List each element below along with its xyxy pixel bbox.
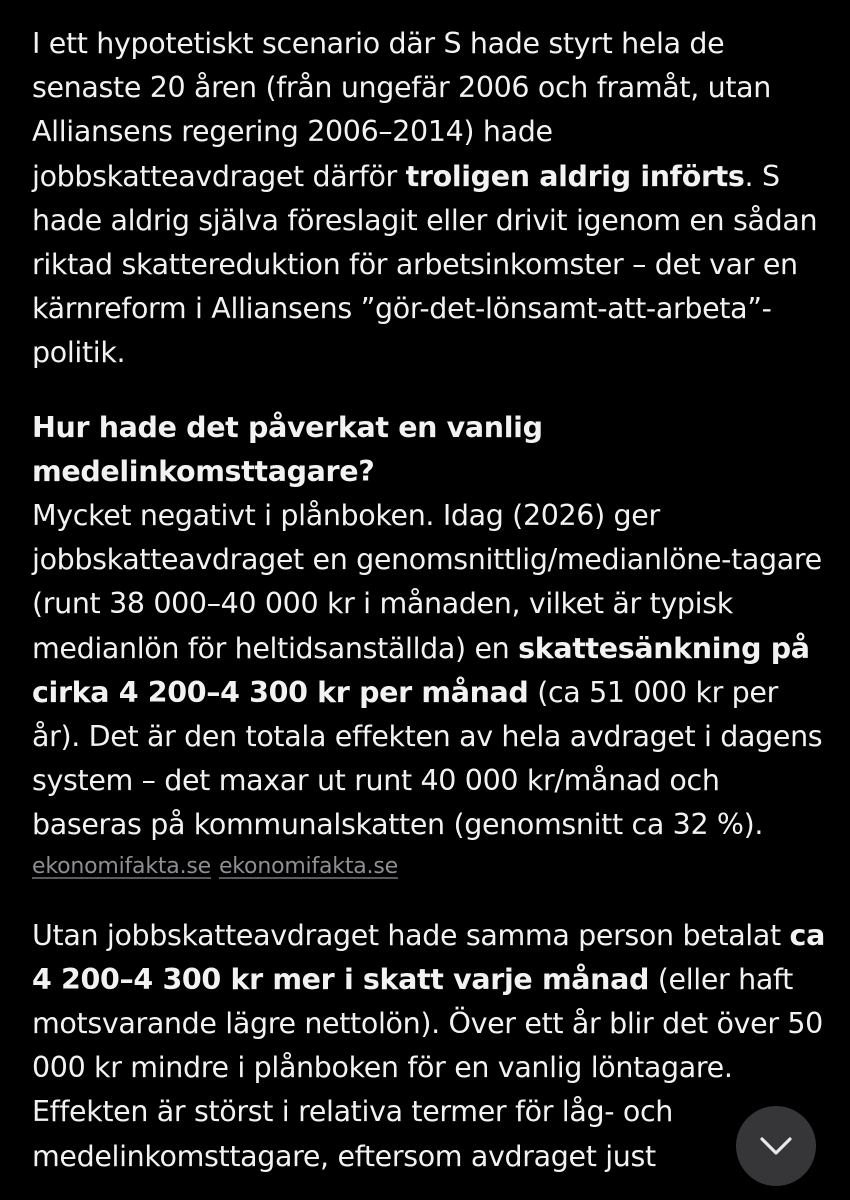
- bold-phrase: skattesänkning på cirka 4 200–4 300 kr per månad: [32, 631, 810, 709]
- section-heading: Hur hade det påverkat en vanlig medelinkomsttagare?: [32, 410, 543, 488]
- chevron-down-icon: [759, 1136, 793, 1156]
- paragraph-text: I ett hypotetiskt scenario där S hade styrt hela de senaste 20 åren (från ungefär 2006 och framåt, utan Alliansens regering 2006–2014) hade jobbskatteavdraget därför: [32, 27, 772, 193]
- paragraph-text: . S hade aldrig själva föreslagit eller drivit igenom en sådan riktad skattereduktion för arbetsinkomster – det var en kärnreform i Alliansens ”gör-det-lönsamt-att-arbeta”-politik.: [32, 159, 818, 370]
- paragraph-text: (ca 51 000 kr per år). Det är den totala effekten av hela avdraget i dagens system – det maxar ut runt 40 000 kr/månad och baseras på kommunalskatten (genomsnitt ca 32 %).: [32, 675, 823, 842]
- source-link[interactable]: ekonomifakta.se: [32, 853, 211, 879]
- paragraph-scenario: [32, 22, 832, 376]
- paragraph-effect: [32, 494, 832, 848]
- source-links: [32, 852, 832, 882]
- message-content: [32, 22, 832, 1179]
- paragraph-without-deduction: [32, 914, 832, 1179]
- source-link[interactable]: ekonomifakta.se: [218, 853, 398, 879]
- bold-phrase: troligen aldrig införts: [405, 159, 745, 193]
- paragraph-text: Mycket negativt i plånboken. Idag (2026) ger jobbskatteavdraget en genomsnittlig/medianlöne-tagare (runt 38 000–40 000 kr i månaden, vilket är typisk medianlön för heltidsanställda) en: [32, 499, 822, 665]
- bold-phrase: ca 4 200–4 300 kr mer i skatt varje månad: [32, 918, 825, 996]
- scroll-to-bottom-button[interactable]: [736, 1106, 816, 1186]
- paragraph-text: Utan jobbskatteavdraget hade samma person betalat: [32, 918, 790, 952]
- paragraph-text: (eller haft motsvarande lägre nettolön). Över ett år blir det över 50 000 kr mindre i plånboken för en vanlig löntagare. Effekten är störst i relativa termer för låg- och medelinkomsttagare, eftersom avdraget just: [32, 962, 823, 1173]
